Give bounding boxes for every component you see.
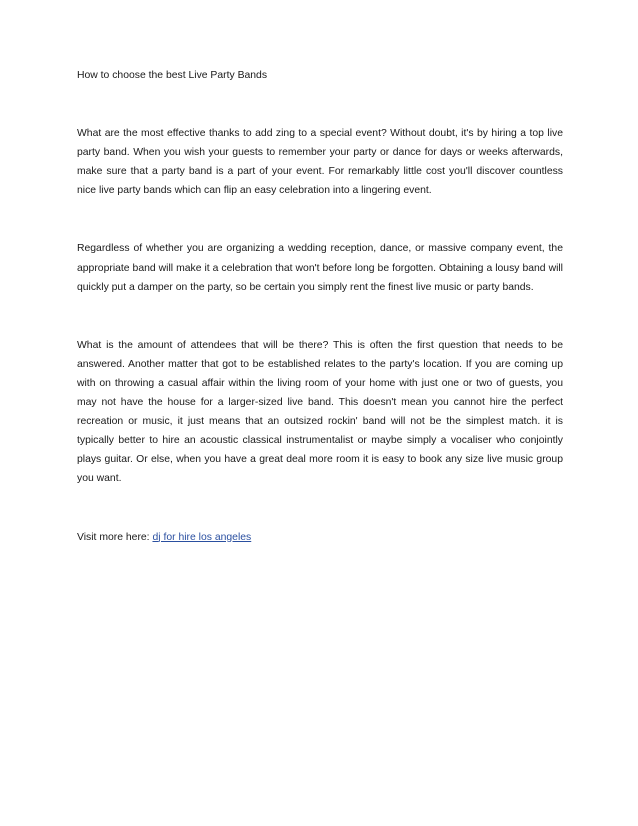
visit-more-label: Visit more here:: [77, 531, 153, 543]
paragraph-attendees: What is the amount of attendees that will be there? This is often the first question that needs to be answered. Another matter that got to be established relates to the party's location. If you are coming up with on throwing a casual affair within the living room of your home with just one or two of guests, you may not have the house for a larger-sized live band. This doesn't mean you cannot hire the perfect recreation or music, it just means that an outsized rockin' band will not be the simplest match. it is typically better to hire an acoustic classical instrumentalist or maybe simply a vocaliser who conjointly plays guitar. Or else, when you have a great deal more room it is easy to book any size live music group you want.: [77, 339, 563, 485]
paragraph-intro: What are the most effective thanks to add zing to a special event? Without doubt, it's by hiring a top live party band. When you wish your guests to remember your party or dance for days or weeks afterwards, make sure that a party band is a part of your event. For remarkably little cost you'll discover countless nice live party bands which can flip an easy celebration into a lingering event.: [77, 128, 563, 197]
document-title: How to choose the best Live Party Bands: [77, 70, 268, 81]
dj-for-hire-link[interactable]: dj for hire los angeles: [152, 531, 252, 543]
visit-more-line: [77, 528, 563, 547]
document-body: [77, 66, 563, 547]
paragraph-event-types: Regardless of whether you are organizing a wedding reception, dance, or massive company event, the appropriate band will make it a celebration that won't before long be forgotten. Obtaining a lousy band will quickly put a damper on the party, so be certain you simply rent the finest live music or party bands.: [77, 243, 563, 293]
